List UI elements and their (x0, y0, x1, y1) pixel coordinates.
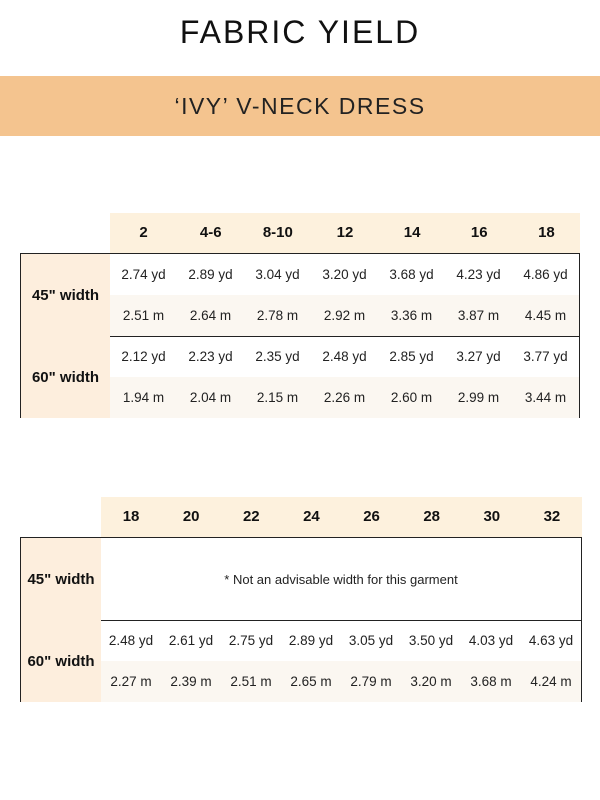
width-group (21, 254, 579, 336)
yardage-cell: 2.48 yd (108, 633, 154, 648)
meterage-cell: 2.15 m (256, 390, 299, 405)
size-header-cell: 2 (139, 224, 148, 241)
yardage-cell: 4.86 yd (523, 267, 568, 282)
meters-row (110, 377, 579, 418)
yards-row (110, 336, 579, 377)
size-header-cell: 4-6 (199, 224, 222, 241)
yield-grid (20, 253, 580, 418)
size-header-cell: 18 (122, 508, 140, 525)
yardage-cell: 2.75 yd (228, 633, 274, 648)
yardage-cell: 3.77 yd (523, 349, 568, 364)
size-header-row (101, 497, 582, 537)
meterage-cell: 3.68 m (470, 674, 512, 689)
yardage-cell: 3.27 yd (456, 349, 501, 364)
meterage-cell: 3.44 m (524, 390, 567, 405)
yardage-cell: 2.61 yd (168, 633, 214, 648)
yardage-cell: 2.12 yd (121, 349, 166, 364)
meterage-cell: 1.94 m (122, 390, 165, 405)
meterage-cell: 3.20 m (410, 674, 452, 689)
width-group (21, 336, 579, 418)
size-header-cell: 24 (303, 508, 320, 525)
yardage-cell: 3.20 yd (322, 267, 367, 282)
meterage-cell: 3.36 m (390, 308, 433, 323)
page-title: FABRIC YIELD (179, 14, 421, 50)
meterage-cell: 2.26 m (323, 390, 366, 405)
yardage-cell: 4.23 yd (456, 267, 501, 282)
fabric-width-label: 60" width (21, 620, 101, 702)
yardage-cell: 2.89 yd (288, 633, 334, 648)
yardage-cell: 2.89 yd (188, 267, 233, 282)
meterage-cell: 2.60 m (390, 390, 433, 405)
width-group (21, 620, 581, 702)
meterage-cell: 2.64 m (189, 308, 232, 323)
size-header-cell: 22 (242, 508, 260, 525)
meterage-cell: 2.04 m (189, 390, 232, 405)
garment-name: ‘IVY’ V-NECK DRESS (174, 93, 426, 119)
meterage-cell: 2.51 m (230, 674, 272, 689)
meterage-cell: 4.45 m (524, 308, 567, 323)
yield-grid (20, 537, 582, 702)
size-header-cell: 16 (470, 224, 488, 241)
size-header-cell: 20 (182, 508, 200, 525)
yardage-cell: 3.04 yd (255, 267, 300, 282)
yardage-cell: 2.48 yd (322, 349, 367, 364)
meters-row (101, 661, 581, 702)
yardage-cell: 2.35 yd (255, 349, 300, 364)
yards-row (110, 254, 579, 295)
meterage-cell: 2.51 m (122, 308, 165, 323)
size-header-cell: 8-10 (262, 224, 293, 241)
size-header-cell: 18 (538, 224, 555, 241)
fabric-width-label: 60" width (21, 336, 110, 418)
subtitle-banner (0, 76, 600, 136)
size-header-cell: 32 (543, 508, 561, 525)
size-header-cell: 26 (363, 508, 380, 525)
meterage-cell: 2.65 m (290, 674, 332, 689)
size-header-cell: 28 (423, 508, 441, 525)
meterage-cell: 4.24 m (530, 674, 572, 689)
fabric-width-label: 45" width (21, 254, 110, 336)
size-header-cell: 14 (403, 224, 421, 241)
yards-row (101, 620, 581, 661)
size-header-cell: 12 (336, 224, 354, 241)
yardage-cell: 2.85 yd (389, 349, 434, 364)
meterage-cell: 2.39 m (170, 674, 212, 689)
yardage-cell: 2.74 yd (121, 267, 166, 282)
fabric-yield-table-small-sizes (20, 213, 580, 418)
meters-row (110, 295, 579, 336)
yardage-cell: 2.23 yd (188, 349, 233, 364)
meterage-cell: 2.99 m (457, 390, 500, 405)
yardage-cell: 3.68 yd (389, 267, 434, 282)
size-header-row (110, 213, 580, 253)
meterage-cell: 2.27 m (110, 674, 152, 689)
meterage-cell: 2.92 m (323, 308, 366, 323)
meterage-cell: 2.79 m (350, 674, 392, 689)
fabric-yield-table-large-sizes (20, 497, 582, 702)
yardage-cell: 4.63 yd (528, 633, 574, 648)
yardage-cell: 3.50 yd (408, 633, 454, 648)
advisory-note: * Not an advisable width for this garment (224, 571, 458, 587)
meterage-cell: 3.87 m (457, 308, 500, 323)
meterage-cell: 2.78 m (256, 308, 299, 323)
yardage-cell: 4.03 yd (468, 633, 514, 648)
fabric-width-label: 45" width (21, 538, 101, 620)
size-header-cell: 30 (483, 508, 501, 525)
yardage-cell: 3.05 yd (348, 633, 394, 648)
width-group (21, 538, 581, 620)
